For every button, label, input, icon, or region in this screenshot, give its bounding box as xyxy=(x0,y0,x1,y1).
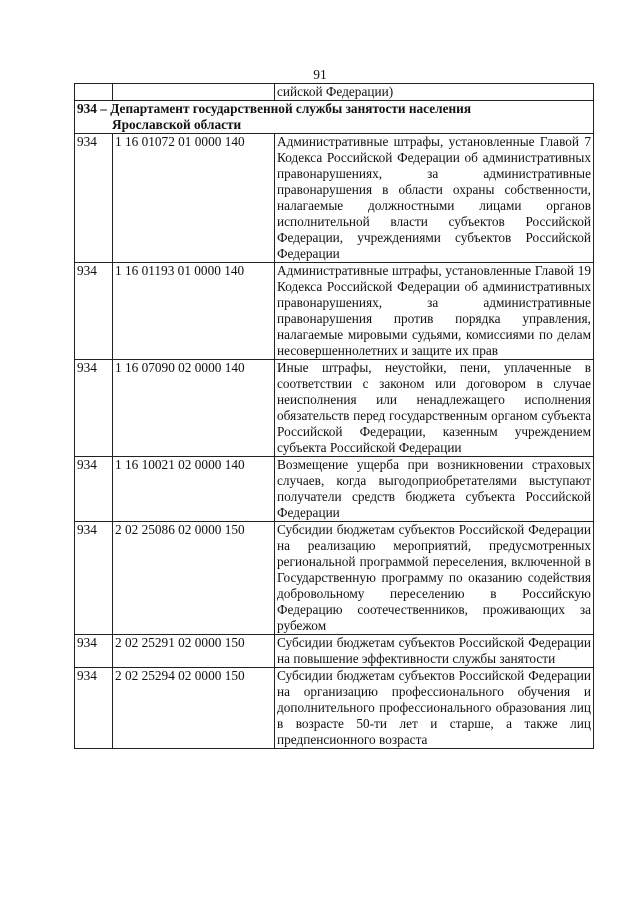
admin-code-cell: 934 xyxy=(75,635,113,668)
admin-code-cell: 934 xyxy=(75,668,113,749)
admin-code-cell: 934 xyxy=(75,457,113,522)
section-heading-line1: 934 – Департамент государственной службы занятости населения xyxy=(77,101,472,116)
admin-code-cell: 934 xyxy=(75,263,113,360)
revenue-code-cell: 2 02 25086 02 0000 150 xyxy=(113,522,275,635)
revenue-code-cell: 1 16 01072 01 0000 140 xyxy=(113,134,275,263)
admin-code-cell: 934 xyxy=(75,134,113,263)
table-row xyxy=(75,263,594,360)
section-heading xyxy=(75,101,594,134)
description-cell: Административные штрафы, установленные Главой 7 Кодекса Российской Федерации об административных правонарушениях, за административные правонарушения в области охраны собственности, налагаемые должностными лицами органов исполнительной власти субъектов Российской Федерации, учреждениями субъектов Российской Федерации xyxy=(275,134,594,263)
table-row xyxy=(75,522,594,635)
section-heading-row xyxy=(75,101,594,134)
description-cell: Административные штрафы, установленные Главой 19 Кодекса Российской Федерации об административных правонарушениях, за административные правонарушения против порядка управления, налагаемые мировыми судьями, комиссиями по делам несовершеннолетних и защите их прав xyxy=(275,263,594,360)
description-cell: Субсидии бюджетам субъектов Российской Федерации на организацию профессионального обучения и дополнительного профессионального образования лиц в возрасте 50-ти лет и старше, а также лиц предпенсионного возраста xyxy=(275,668,594,749)
revenue-code-cell: 2 02 25291 02 0000 150 xyxy=(113,635,275,668)
table-row xyxy=(75,635,594,668)
table-row xyxy=(75,668,594,749)
revenue-codes-table xyxy=(74,83,594,749)
continuation-code-cell xyxy=(113,84,275,101)
description-cell: Субсидии бюджетам субъектов Российской Федерации на повышение эффективности службы занятости xyxy=(275,635,594,668)
page-number: 91 xyxy=(313,67,327,82)
admin-code-cell: 934 xyxy=(75,522,113,635)
description-cell: Возмещение ущерба при возникновении страховых случаев, когда выгодоприобретателями выступают получатели средств бюджета субъекта Российской Федерации xyxy=(275,457,594,522)
table-row xyxy=(75,360,594,457)
continuation-description-cell: сийской Федерации) xyxy=(275,84,594,101)
description-cell: Иные штрафы, неустойки, пени, уплаченные в соответствии с законом или договором в случае неисполнения или ненадлежащего исполнения обязательств перед государственным органом субъекта Российской Федерации, казенным учреждением субъекта Российской Федерации xyxy=(275,360,594,457)
table-row xyxy=(75,134,594,263)
revenue-code-cell: 1 16 10021 02 0000 140 xyxy=(113,457,275,522)
revenue-code-cell: 1 16 07090 02 0000 140 xyxy=(113,360,275,457)
revenue-code-cell: 1 16 01193 01 0000 140 xyxy=(113,263,275,360)
revenue-code-cell: 2 02 25294 02 0000 150 xyxy=(113,668,275,749)
table-row xyxy=(75,457,594,522)
description-cell: Субсидии бюджетам субъектов Российской Федерации на реализацию мероприятий, предусмотренных региональной программой переселения, включенной в Государственную программу по оказанию содействия добровольному переселению в Российскую Федерацию соотечественников, проживающих за рубежом xyxy=(275,522,594,635)
continuation-row xyxy=(75,84,594,101)
continuation-admin-cell xyxy=(75,84,113,101)
section-heading-line2: Ярославской области xyxy=(112,117,242,132)
admin-code-cell: 934 xyxy=(75,360,113,457)
